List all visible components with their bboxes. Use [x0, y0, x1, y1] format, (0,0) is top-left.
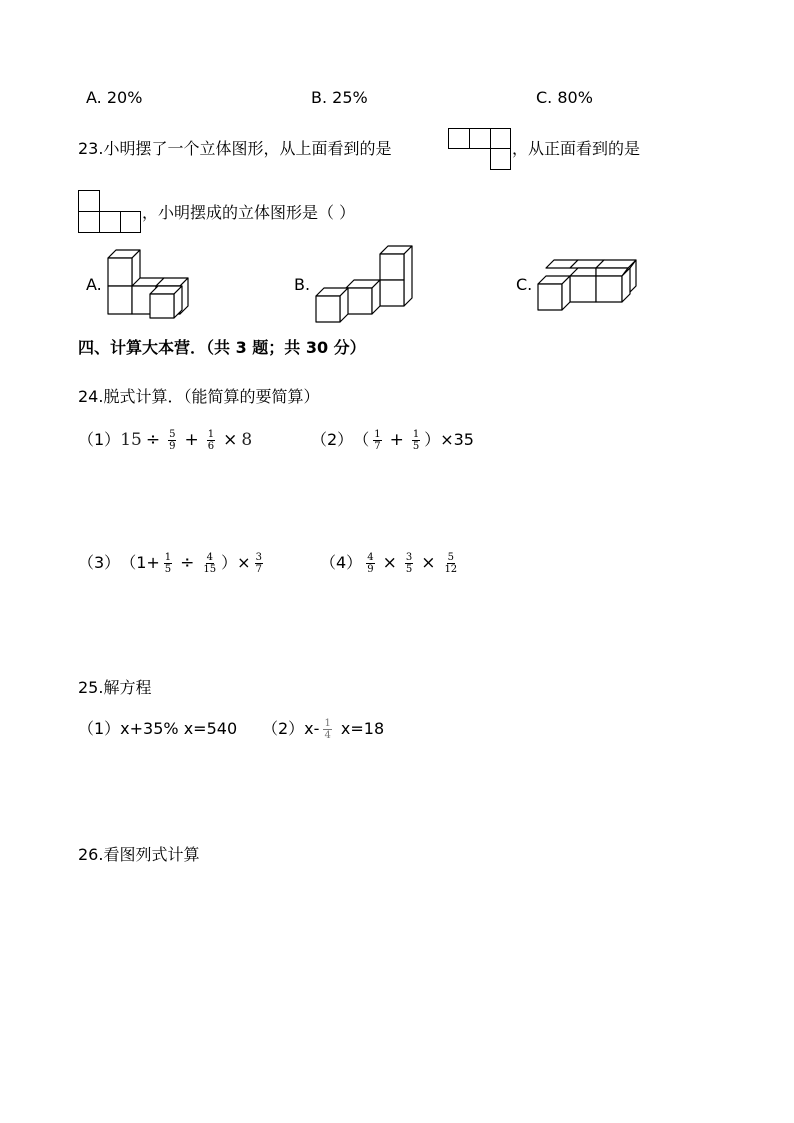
problem-label: （4） [320, 553, 363, 572]
number: 8 [241, 430, 253, 450]
cube-figure-b [314, 246, 418, 324]
cube-figure-c [536, 258, 642, 314]
equation-prefix: （2）x- [262, 719, 320, 738]
fraction: $\frac{1}{6}$ [207, 428, 215, 452]
q26-title: 26.看图列式计算 [78, 845, 200, 864]
q24-problem-2 [311, 424, 474, 456]
equation-suffix: x=18 [335, 719, 385, 738]
option-a: A. 20% [86, 88, 143, 107]
q23-text-line2: ，小明摆成的立体图形是（ ） [142, 203, 356, 222]
problem-label: （3） [78, 553, 121, 572]
q24-title: 24.脱式计算．（能简算的要简算） [78, 387, 320, 406]
q24-problem-3 [78, 546, 267, 580]
problem-label: （2） [311, 430, 354, 449]
divide-sign: ÷ [180, 553, 195, 573]
q25-title: 25.解方程 [78, 678, 152, 697]
q24-problem-4 [320, 546, 462, 580]
q25-problem-2 [262, 712, 384, 746]
q25-problem-1: （1）x+35% x=540 [78, 719, 238, 738]
divide-sign: ÷ [145, 430, 161, 450]
paren-times: ）× [221, 553, 251, 572]
times-sign: × [382, 553, 397, 573]
cube-option-a-label: A. [86, 275, 102, 294]
paren: （ [353, 430, 370, 449]
q23-text-line1-suffix: ，从正面看到的是 [512, 139, 641, 158]
q23-text-line1: 23.小明摆了一个立体图形，从上面看到的是 [78, 139, 392, 158]
top-view-figure [448, 128, 512, 172]
fraction: $\frac{5}{9}$ [169, 428, 176, 452]
plus-sign: + [184, 430, 199, 450]
fraction: $\frac{3}{7}$ [255, 551, 262, 575]
front-view-figure [78, 190, 142, 234]
cube-figure-a [106, 248, 192, 320]
fraction: $\frac{1}{7}$ [374, 428, 381, 452]
fraction: $\frac{3}{5}$ [405, 551, 413, 575]
paren: （1+ [120, 553, 160, 572]
fraction: $\frac{4}{15}$ [203, 551, 217, 575]
times-sign: × [223, 430, 238, 450]
fraction: $\frac{1}{5}$ [412, 428, 420, 452]
fraction: $\frac{1}{5}$ [164, 551, 172, 575]
option-b: B. 25% [311, 88, 368, 107]
section-heading: 四、计算大本营．（共 3 题；共 30 分） [78, 338, 366, 357]
fraction: $\frac{4}{9}$ [367, 551, 374, 575]
times-sign: × [421, 553, 436, 573]
plus-sign: + [389, 430, 404, 450]
fraction: $\frac{5}{12}$ [444, 551, 458, 575]
option-c: C. 80% [536, 88, 593, 107]
fraction: $\frac{1}{4}$ [324, 717, 331, 741]
problem-label: （1） [78, 430, 121, 449]
number: 15 [120, 430, 142, 450]
q24-problem-1 [78, 424, 252, 456]
cube-option-b-label: B. [294, 275, 311, 294]
cube-option-c-label: C. [516, 275, 533, 294]
paren-times: ）×35 [424, 430, 474, 449]
